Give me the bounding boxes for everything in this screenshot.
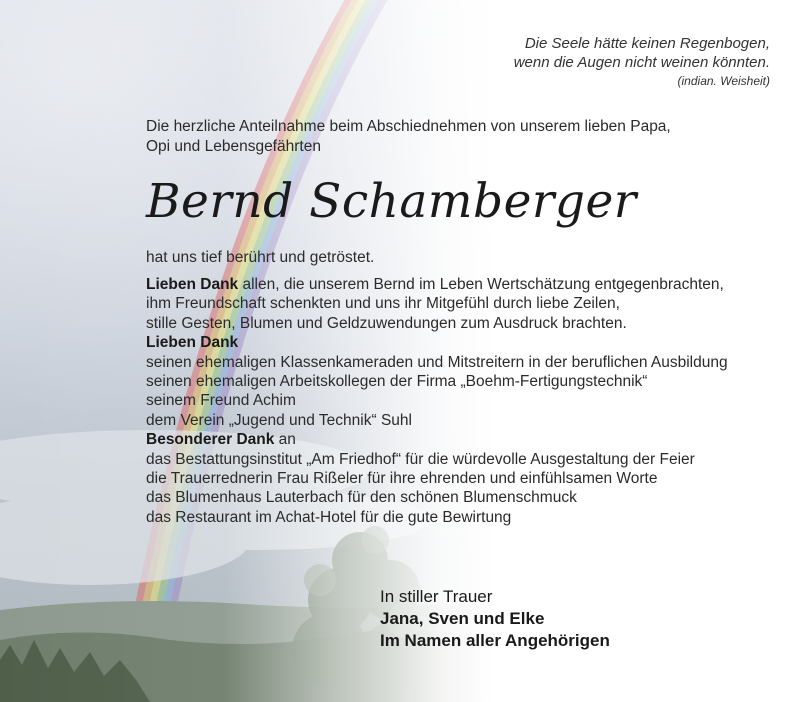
- thanks-friends-heading: Lieben Dank: [146, 334, 239, 352]
- thanks-friends-line: dem Verein „Jugend und Technik“ Suhl: [146, 411, 412, 429]
- thanks-special-line: das Restaurant im Achat-Hotel für die gute Bewirtung: [146, 508, 512, 526]
- thanks-block-friends: [146, 333, 786, 430]
- thanks-special-heading: Besonderer Dank: [146, 431, 275, 449]
- signature-family: Im Namen aller Angehörigen: [380, 631, 610, 650]
- thanks-block-special: [146, 430, 786, 527]
- motto-source: (indian. Weisheit): [677, 74, 770, 88]
- motto-quote: [514, 34, 770, 90]
- intro-line-1: Die herzliche Anteilnahme beim Abschiednehmen von unserem lieben Papa,: [146, 118, 671, 135]
- thanks-friends-line: seinem Freund Achim: [146, 392, 296, 410]
- signature-names: Jana, Sven und Elke: [380, 609, 545, 628]
- motto-line-2: wenn die Augen nicht weinen könnten.: [513, 54, 770, 71]
- thanks-block-general: [146, 275, 786, 333]
- thanks-general-line-3: stille Gesten, Blumen und Geldzuwendungen zum Ausdruck brachten.: [146, 314, 627, 332]
- thanks-section: [146, 275, 786, 527]
- thanks-general-line-1-rest: allen, die unserem Bernd im Leben Wertschätzung entgegenbrachten,: [238, 276, 724, 293]
- thanks-special-line: die Trauerrednerin Frau Rißeler für ihre ehrenden und einfühlsamen Worte: [146, 470, 658, 488]
- intro-text: [146, 117, 766, 157]
- thanks-general-line-1: [146, 275, 786, 294]
- intro-line-2: Opi und Lebensgefährten: [146, 138, 321, 155]
- thanks-special-line: das Bestattungsinstitut „Am Friedhof“ für die würdevolle Ausgestaltung der Feier: [146, 450, 695, 468]
- signature-intro: In stiller Trauer: [380, 587, 493, 606]
- thanks-special-line: das Blumenhaus Lauterbach für den schönen Blumenschmuck: [146, 489, 577, 507]
- signature-block: [380, 586, 780, 652]
- thanks-friends-line: seinen ehemaligen Arbeitskollegen der Firma „Boehm-Fertigungstechnik“: [146, 373, 648, 391]
- touched-line: hat uns tief berührt und getröstet.: [146, 249, 375, 266]
- thanks-general-heading: Lieben Dank: [146, 276, 239, 293]
- motto-line-1: Die Seele hätte keinen Regenbogen,: [524, 35, 770, 52]
- thanks-general-line-2: ihm Freundschaft schenkten und uns ihr Mitgefühl durch liebe Zeilen,: [146, 295, 620, 313]
- deceased-name: Bernd Schamberger: [146, 174, 637, 229]
- thanks-friends-line: seinen ehemaligen Klassenkameraden und Mitstreitern in der beruflichen Ausbildung: [146, 353, 728, 371]
- thanks-special-heading-rest: an: [274, 431, 296, 449]
